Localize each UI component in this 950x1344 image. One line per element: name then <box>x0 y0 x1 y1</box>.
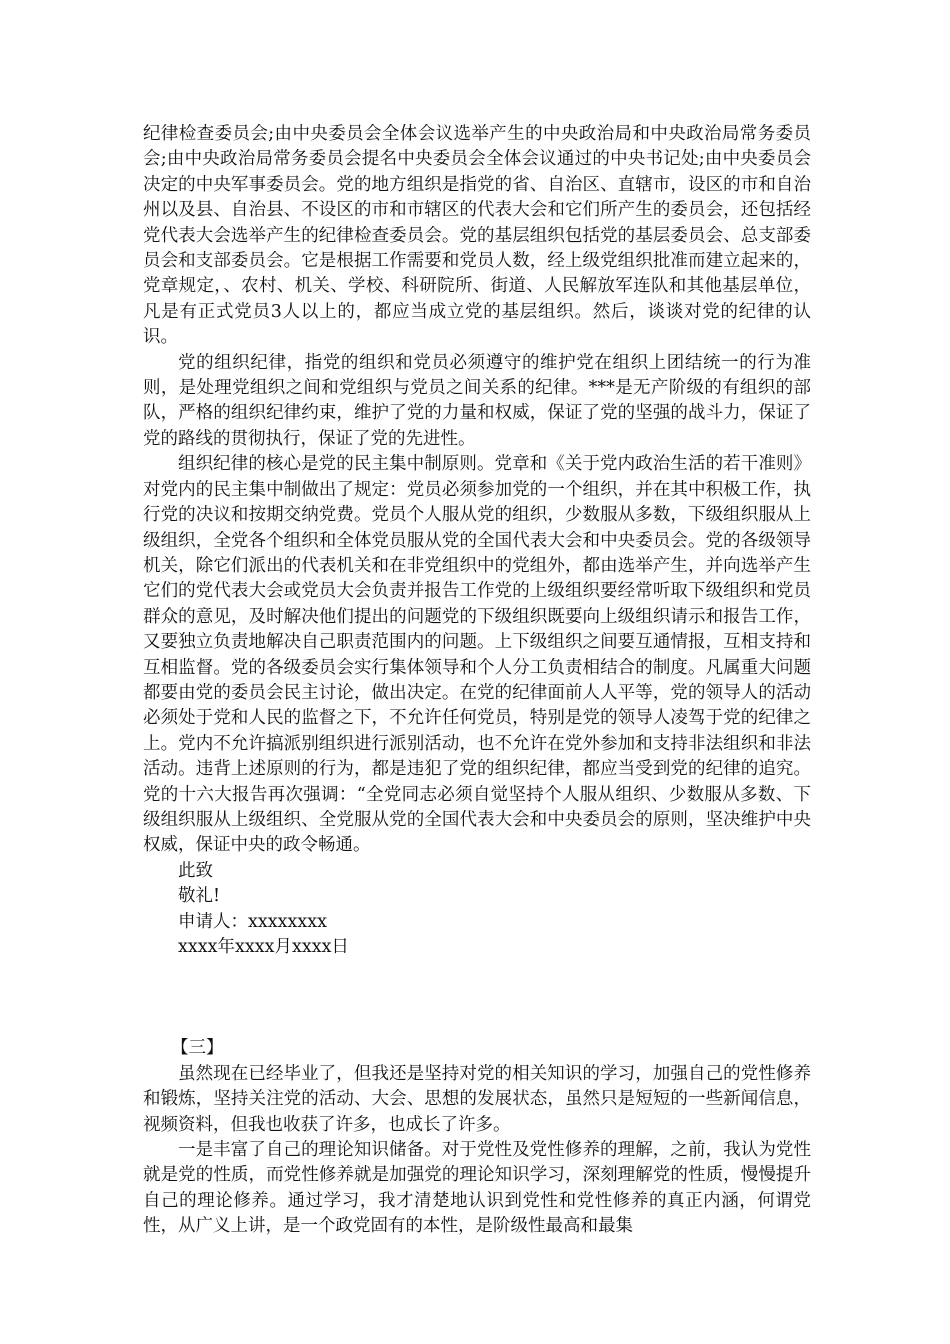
document-page <box>143 122 811 1240</box>
paragraph-organizational-discipline: 党的组织纪律，指党的组织和党员必须遵守的维护党在组织上团结统一的行为准则，是处理党组织之间和党组织与党员之间关系的纪律。***是无产阶级的有组织的部队，严格的组织纪律约束，维护了党的力量和权威，保证了党的坚强的战斗力，保证了党的路线的贯彻执行，保证了党的先进性。 <box>143 352 811 449</box>
paragraph-theory-knowledge: 一是丰富了自己的理论知识储备。对于党性及党性修养的理解，之前，我认为党性就是党的性质，而党性修养就是加强党的理论知识学习，深刻理解党的性质，慢慢提升自己的理论修养。通过学习，我才清楚地认识到党性和党性修养的真正内涵，何谓党性，从广义上讲，是一个政党固有的本性，是阶级性最高和最集 <box>143 1140 811 1237</box>
applicant-signature: 申请人：xxxxxxxx <box>178 911 327 932</box>
section-spacer <box>143 960 811 1036</box>
closing-regards: 敬礼! <box>178 886 221 907</box>
closing-salutation: 此致 <box>178 860 213 881</box>
section-marker: 【三】 <box>171 1038 224 1059</box>
paragraph-continued-study: 虽然现在已经毕业了，但我还是坚持对党的相关知识的学习，加强自己的党性修养和锻炼，坚持关注党的活动、大会、思想的发展状态，虽然只是短短的一些新闻信息，视频资料，但我也收获了许多，也成长了许多。 <box>143 1063 811 1135</box>
paragraph-party-organization: 纪律检查委员会;由中央委员会全体会议选举产生的中央政治局和中央政治局常务委员会;由中央政治局常务委员会提名中央委员会全体会议通过的中央书记处;由中央委员会决定的中央军事委员会。党的地方组织是指党的省、自治区、直辖市，设区的市和自治州以及县、自治县、不设区的市和市辖区的代表大会和它们所产生的委员会，还包括经党代表大会选举产生的纪律检查委员会。党的基层组织包括党的基层委员会、总支部委员会和支部委员会。它是根据工作需要和党员人数，经上级党组织批准而建立起来的，党章规定，、农村、机关、学校、科研院所、街道、人民解放军连队和其他基层单位，凡是有正式党员3人以上的，都应当成立党的基层组织。然后，谈谈对党的纪律的认识。 <box>143 124 811 348</box>
application-date: xxxx年xxxx月xxxx日 <box>178 937 349 957</box>
paragraph-democratic-centralism: 组织纪律的核心是党的民主集中制原则。党章和《关于党内政治生活的若干准则》对党内的民主集中制做出了规定：党员必须参加党的一个组织，并在其中积极工作，执行党的决议和按期交纳党费。党员个人服从党的组织，少数服从多数，下级组织服从上级组织，全党各个组织和全体党员服从党的全国代表大会和中央委员会。党的各级领导机关，除它们派出的代表机关和在非党组织中的党组外，都由选举产生，并向选举产生它们的党代表大会或党员大会负责并报告工作党的上级组织要经常听取下级组织和党员群众的意见，及时解决他们提出的问题党的下级组织既要向上级组织请示和报告工作，又要独立负责地解决自己职责范围内的问题。上下级组织之间要互通情报，互相支持和互相监督。党的各级委员会实行集体领导和个人分工负责相结合的制度。凡属重大问题都要由党的委员会民主讨论，做出决定。在党的纪律面前人人平等，党的领导人的活动必须处于党和人民的监督之下，不允许任何党员，特别是党的领导人凌驾于党的纪律之上。党内不允许搞派别组织进行派别活动，也不允许在党外参加和支持非法组织和非法活动。违背上述原则的行为，都是违犯了党的组织纪律，都应当受到党的纪律的追究。党的十六大报告再次强调：“全党同志必须自觉坚持个人服从组织、少数服从多数、下级组织服从上级组织、全党服从党的全国代表大会和中央委员会的原则，坚决维护中央权威，保证中央的政令畅通。 <box>143 454 811 856</box>
